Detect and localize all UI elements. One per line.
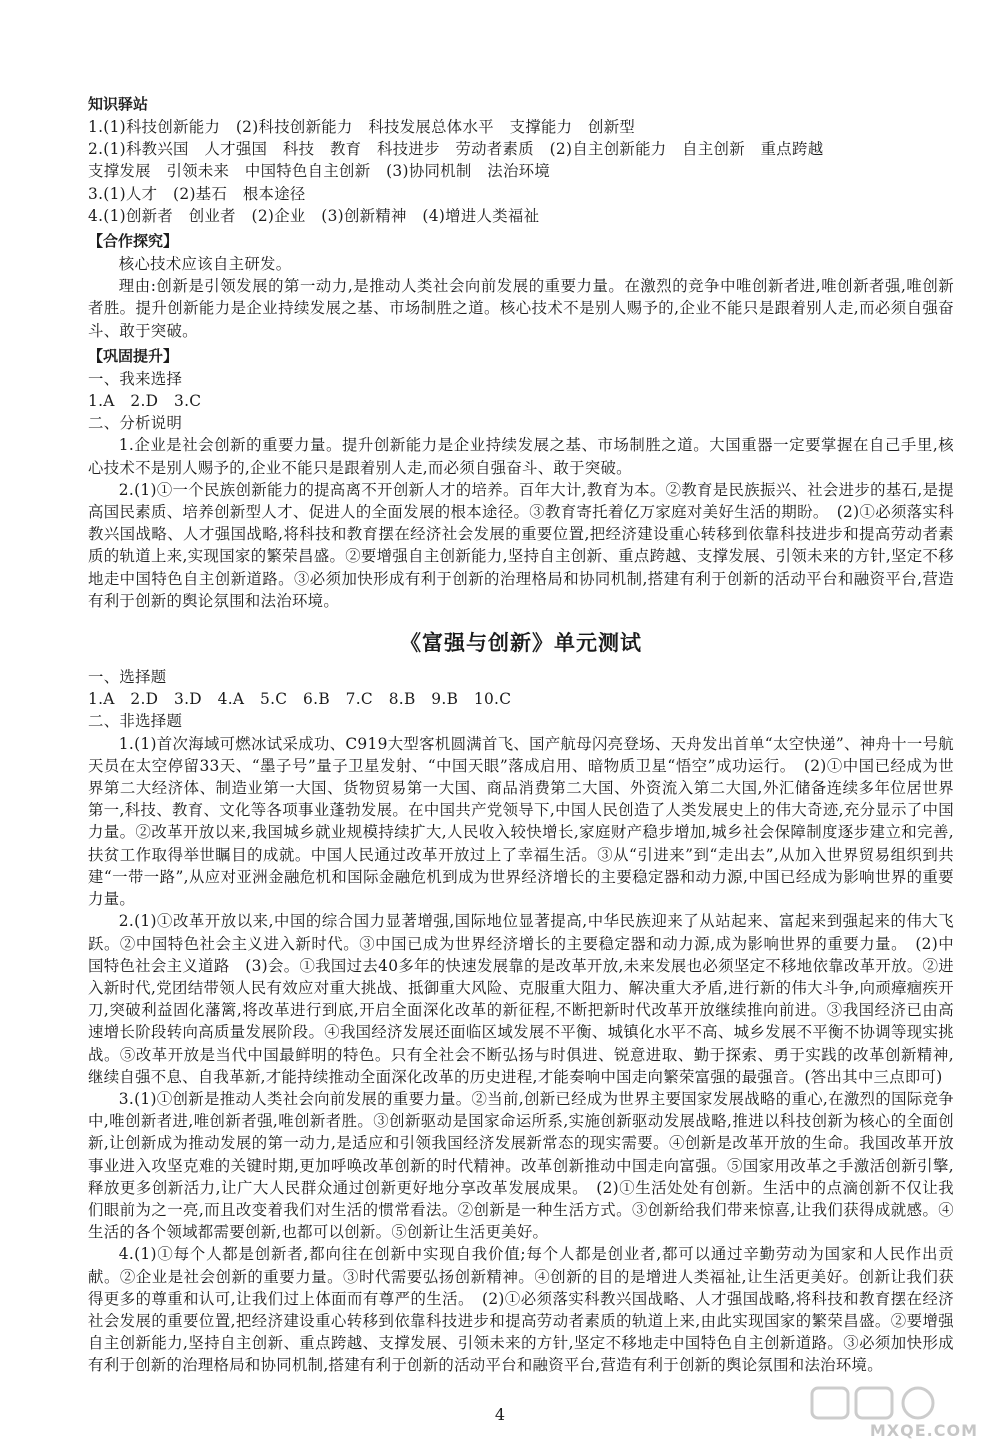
cooperation-section	[88, 229, 954, 342]
page-number: 4	[494, 1405, 506, 1424]
cooperation-paragraph: 核心技术应该自主研发。	[118, 255, 292, 274]
unit-test-section	[88, 628, 954, 1377]
watermark-text: MXQE.COM	[869, 1421, 978, 1440]
choose-answers: 1.A 2.D 3.C	[88, 392, 202, 411]
consolidate-section	[88, 344, 954, 612]
watermark-logo	[808, 1384, 978, 1440]
choice-answers: 1.A 2.D 3.D 4.A 5.C 6.B 7.C 8.B 9.B 10.C	[88, 690, 512, 709]
unit-test-title: 《富强与创新》单元测试	[400, 631, 642, 656]
analysis-paragraph: 2.(1)①一个民族创新能力的提高离不开创新人才的培养。百年大计,教育为本。②教育是民族振兴、社会进步的基石,是提高国民素质、培养创新型人才、促进人的全面发展的根本途径。③教育寄托着亿万家庭对美好生活的期盼。 (2)①必须落实科教兴国战略、人才强国战略,将科技和教育摆在经济社会发展的重要位置,把经济建设重心转移到依靠科技进步和提高劳动者素质的轨道上来,实现国家的繁荣昌盛。②要增强自主创新能力,坚持自主创新、重点跨越、支撑发展、引领未来的方针,坚定不移地走中国特色自主创新道路。③必须加快形成有利于创新的治理格局和协同机制,搭建有利于创新的活动平台和融资平台,营造有利于创新的舆论氛围和法治环境。	[88, 480, 954, 610]
nonchoice-paragraph: 4.(1)①每个人都是创新者,都向往在创新中实现自我价值;每个人都是创业者,都可以通过辛勤劳动为国家和人民作出贡献。②企业是社会创新的重要力量。③时代需要弘扬创新精神。④创新的目的是增进人类福祉,让生活更美好。创新让我们获得更多的尊重和认可,让我们过上体面而有尊严的生活。 (2)①必须落实科教兴国战略、人才强国战略,将科技和教育摆在经济社会发展的重要位置,把经济建设重心转移到依靠科技进步和提高劳动者素质的轨道上来,由此实现国家的繁荣昌盛。②要增强自主创新能力,坚持自主创新、重点跨越、支撑发展、引领未来的方针,坚定不移地走中国特色自主创新道路。③必须加快形成有利于创新的治理格局和协同机制,搭建有利于创新的活动平台和融资平台,营造有利于创新的舆论氛围和法治环境。	[88, 1245, 954, 1375]
nonchoice-paragraph: 3.(1)①创新是推动人类社会向前发展的重要力量。②当前,创新已经成为世界主要国家发展战略的重心,在激烈的国际竞争中,唯创新者进,唯创新者强,唯创新者胜。③创新驱动是国家命运所系,实施创新驱动发展战略,推进以科技创新为核心的全面创新,让创新成为推动发展的第一动力,是适应和引领我国经济发展新常态的现实需要。④创新是改革开放的生命。我国改革开放事业进入攻坚克难的关键时期,更加呼唤改革创新的时代精神。改革创新推动中国走向富强。⑤国家用改革之手激活创新引擎,释放更多创新活力,让广大人民群众通过创新更好地分享改革发展成果。 (2)①生活处处有创新。生活中的点滴创新不仅让我们眼前为之一亮,而且改变着我们对生活的惯常看法。②创新是一种生活方式。③创新给我们带来惊喜,让我们获得成就感。④生活的各个领域都需要创新,也都可以创新。⑤创新让生活更美好。	[88, 1089, 954, 1242]
answer-page	[88, 92, 954, 1377]
knowledge-line: 3.(1)人才 (2)基石 根本途径	[88, 184, 306, 203]
cooperation-paragraph: 理由:创新是引领发展的第一动力,是推动人类社会向前发展的重要力量。在激烈的竞争中唯创新者进,唯创新者强,唯创新者胜。提升创新能力是企业持续发展之基、市场制胜之道。核心技术不是别人赐予的,企业不能只是跟着别人走,而必须自强奋斗、敢于突破。	[88, 277, 954, 340]
knowledge-section	[88, 92, 954, 227]
analysis-paragraph: 1.企业是社会创新的重要力量。提升创新能力是企业持续发展之基、市场制胜之道。大国重器一定要掌握在自己手里,核心技术不是别人赐予的,企业不能只是跟着别人走,而必须自强奋斗、敢于突破。	[88, 436, 954, 477]
knowledge-line: 1.(1)科技创新能力 (2)科技创新能力 科技发展总体水平 支撑能力 创新型	[88, 118, 636, 136]
cooperation-heading: 【合作探究】	[88, 232, 179, 251]
knowledge-heading: 知识驿站	[88, 95, 149, 113]
knowledge-line: 2.(1)科教兴国 人才强国 科技 教育 科技进步 劳动者素质 (2)自主创新能力 自主创新 重点跨越	[88, 140, 824, 159]
knowledge-line: 4.(1)创新者 创业者 (2)企业 (3)创新精神 (4)增进人类福祉	[88, 206, 540, 225]
nonchoice-paragraph: 2.(1)①改革开放以来,中国的综合国力显著增强,国际地位显著提高,中华民族迎来了从站起来、富起来到强起来的伟大飞跃。②中国特色社会主义进入新时代。③中国已成为世界经济增长的主要稳定器和动力源,成为影响世界的重要力量。 (2)中国特色社会主义道路 (3)会。①我国过去40多年的快速发展靠的是改革开放,未来发展也必须坚定不移地依靠改革开放。②进入新时代,党团结带领人民有效应对重大挑战、抵御重大风险、克服重大阻力、解决重大矛盾,进行新的伟大斗争,向顽瘴痼疾开刀,突破利益固化藩篱,将改革进行到底,开启全面深化改革的新征程,不断把新时代改革开放继续推向前进。③我国经济已由高速增长阶段转向高质量发展阶段。④我国经济发展还面临区域发展不平衡、城镇化水平不高、城乡发展不平衡不协调等现实挑战。⑤改革开放是当代中国最鲜明的特色。只有全社会不断弘扬与时俱进、锐意进取、勤于探索、勇于实践的改革创新精神,继续自强不息、自我革新,才能持续推动全面深化改革的历史进程,才能奏响中国走向繁荣富强的最强音。(答出其中三点即可)	[88, 912, 954, 1086]
choose-heading: 一、我来选择	[88, 369, 183, 388]
knowledge-line: 支撑发展 引领未来 中国特色自主创新 (3)协同机制 法治环境	[88, 162, 551, 181]
nonchoice-heading: 二、非选择题	[88, 712, 183, 731]
analysis-heading: 二、分析说明	[88, 414, 183, 433]
consolidate-heading: 【巩固提升】	[88, 346, 179, 365]
choice-heading: 一、选择题	[88, 668, 167, 687]
nonchoice-paragraph: 1.(1)首次海域可燃冰试采成功、C919大型客机圆满首飞、国产航母闪亮登场、天舟发出首单“太空快递”、神舟十一号航天员在太空停留33天、“墨子号”量子卫星发射、“中国天眼”落成启用、暗物质卫星“悟空”成功运行。 (2)①中国已经成为世界第二大经济体、制造业第一大国、货物贸易第一大国、商品消费第二大国、外资流入第二大国,外汇储备连续多年位居世界第一,科技、教育、文化等各项事业蓬勃发展。在中国共产党领导下,中国人民创造了人类发展史上的伟大奇迹,充分显示了中国力量。②改革开放以来,我国城乡就业规模持续扩大,人民收入较快增长,家庭财产稳步增加,城乡社会保障制度逐步建立和完善,扶贫工作取得举世瞩目的成就。中国人民通过改革开放过上了幸福生活。③从“引进来”到“走出去”,从加入世界贸易组织到共建“一带一路”,从应对亚洲金融危机和国际金融危机到成为世界经济增长的主要稳定器和动力源,中国已经成为影响世界的重要力量。	[88, 734, 954, 909]
